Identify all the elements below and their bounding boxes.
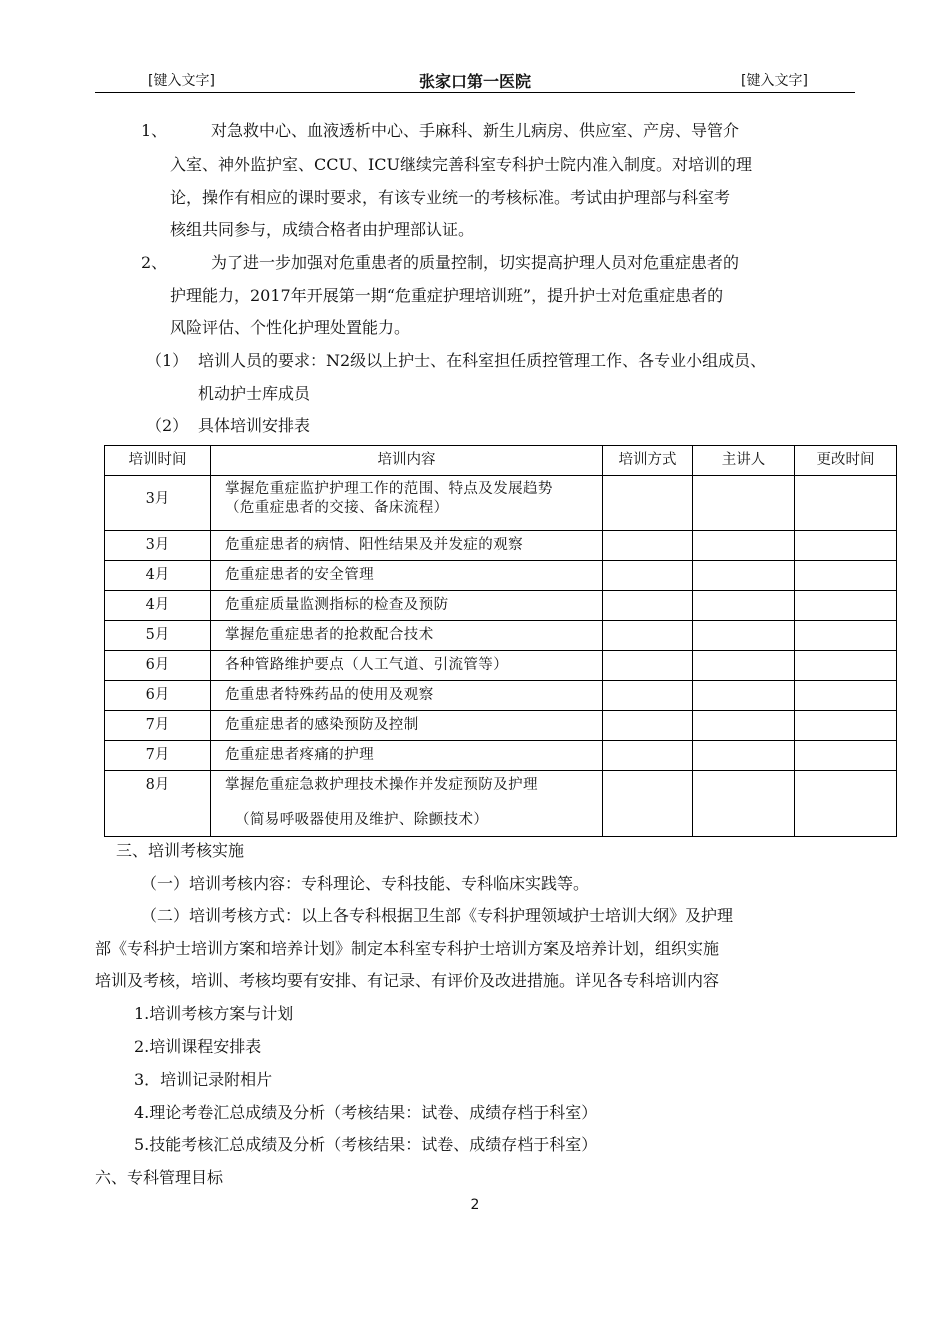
- item2-number: 2、: [141, 253, 168, 272]
- row-content-line-2: （简易呼吸器使用及维护、除颤技术）: [235, 812, 489, 828]
- row-change-time: [795, 741, 897, 771]
- header-divider: [95, 92, 855, 93]
- row-month: 5月: [105, 621, 211, 651]
- section3-p2-line-2: 部《专科护士培训方案和培养计划》制定本科室专科护士培训方案及培养计划，组织实施: [95, 939, 720, 958]
- section3-title: 三、培训考核实施: [116, 841, 245, 860]
- row-lecturer: [693, 621, 795, 651]
- table-row: [105, 531, 897, 561]
- header-hospital-title: 张家口第一医院: [418, 72, 531, 91]
- sub1-line-2: 机动护士库成员: [198, 384, 311, 403]
- row-method: [603, 711, 693, 741]
- row-lecturer: [693, 681, 795, 711]
- row-method: [603, 591, 693, 621]
- row-change-time: [795, 621, 897, 651]
- row-lecturer: [693, 771, 795, 837]
- row-lecturer: [693, 711, 795, 741]
- row-content: 危重症患者的病情、阳性结果及并发症的观察: [211, 531, 603, 561]
- row-lecturer: [693, 531, 795, 561]
- row-content: 各种管路维护要点（人工气道、引流管等）: [211, 651, 603, 681]
- row-month: 7月: [105, 741, 211, 771]
- row-month: 4月: [105, 561, 211, 591]
- sub2-text: 具体培训安排表: [198, 416, 311, 435]
- row-content-line-1: 掌握危重症监护护理工作的范围、特点及发展趋势: [225, 481, 553, 497]
- sub1-number: （1）: [146, 351, 189, 370]
- table-row: [105, 771, 897, 837]
- row-month: 7月: [105, 711, 211, 741]
- row-content: 危重症患者的感染预防及控制: [211, 711, 603, 741]
- row-lecturer: [693, 651, 795, 681]
- header-placeholder-left: [键入文字]: [148, 73, 215, 89]
- section3-p2-line-1: （二）培训考核方式：以上各专科根据卫生部《专科护理领域护士培训大纲》及护理: [141, 906, 734, 925]
- row-method: [603, 651, 693, 681]
- row-content: 危重症患者疼痛的护理: [211, 741, 603, 771]
- row-method: [603, 771, 693, 837]
- header-placeholder-right: [键入文字]: [741, 73, 808, 89]
- th-time: 培训时间: [105, 446, 211, 476]
- row-content: [211, 771, 603, 837]
- row-lecturer: [693, 591, 795, 621]
- row-lecturer: [693, 476, 795, 531]
- row-lecturer: [693, 561, 795, 591]
- row-method: [603, 741, 693, 771]
- row-month: 6月: [105, 681, 211, 711]
- section3-list-item-1: 1.培训考核方案与计划: [134, 1004, 294, 1023]
- row-change-time: [795, 591, 897, 621]
- item1-line-2: 入室、神外监护室、CCU、ICU继续完善科室专科护士院内准入制度。对培训的理: [170, 155, 753, 174]
- table-row: [105, 711, 897, 741]
- th-content: 培训内容: [211, 446, 603, 476]
- row-change-time: [795, 561, 897, 591]
- item1-line-1: 对急救中心、血液透析中心、手麻科、新生儿病房、供应室、产房、导管介: [211, 121, 740, 140]
- row-content: 危重患者特殊药品的使用及观察: [211, 681, 603, 711]
- item1-number: 1、: [141, 121, 168, 140]
- row-method: [603, 681, 693, 711]
- training-schedule-table: [104, 445, 897, 837]
- row-content: 危重症质量监测指标的检查及预防: [211, 591, 603, 621]
- table-row: [105, 476, 897, 531]
- table-row: [105, 621, 897, 651]
- th-lecturer: 主讲人: [693, 446, 795, 476]
- row-content: [211, 476, 603, 531]
- th-method: 培训方式: [603, 446, 693, 476]
- page-number: 2: [470, 1197, 480, 1213]
- row-content-line-2: （危重症患者的交接、备床流程）: [225, 500, 449, 516]
- row-method: [603, 561, 693, 591]
- sub2-number: （2）: [146, 416, 189, 435]
- section3-p1: （一）培训考核内容：专科理论、专科技能、专科临床实践等。: [141, 874, 590, 893]
- sub1-line-1: 培训人员的要求：N2级以上护士、在科室担任质控管理工作、各专业小组成员、: [198, 351, 767, 370]
- row-change-time: [795, 531, 897, 561]
- row-method: [603, 531, 693, 561]
- row-change-time: [795, 711, 897, 741]
- table-row: [105, 681, 897, 711]
- row-month: 6月: [105, 651, 211, 681]
- row-content: 掌握危重症患者的抢救配合技术: [211, 621, 603, 651]
- table-row: [105, 591, 897, 621]
- row-change-time: [795, 476, 897, 531]
- row-change-time: [795, 681, 897, 711]
- row-content: 危重症患者的安全管理: [211, 561, 603, 591]
- section3-list-item-5: 5.技能考核汇总成绩及分析（考核结果：试卷、成绩存档于科室）: [134, 1135, 598, 1154]
- table-row: [105, 561, 897, 591]
- row-month: 3月: [105, 531, 211, 561]
- item2-line-1: 为了进一步加强对危重患者的质量控制，切实提高护理人员对危重症患者的: [211, 253, 740, 272]
- table-header-row: [105, 446, 897, 476]
- row-method: [603, 621, 693, 651]
- section3-list-item-4: 4.理论考卷汇总成绩及分析（考核结果：试卷、成绩存档于科室）: [134, 1103, 598, 1122]
- item2-line-2: 护理能力，2017年开展第一期“危重症护理培训班”，提升护士对危重症患者的: [170, 286, 724, 305]
- section3-list-item-3: 3．培训记录附相片: [134, 1070, 273, 1089]
- row-month: 8月: [105, 771, 211, 837]
- th-change-time: 更改时间: [795, 446, 897, 476]
- section3-list-item-2: 2.培训课程安排表: [134, 1037, 262, 1056]
- item2-line-3: 风险评估、个性化护理处置能力。: [170, 318, 411, 337]
- row-change-time: [795, 771, 897, 837]
- table-row: [105, 651, 897, 681]
- row-month: 3月: [105, 476, 211, 531]
- row-lecturer: [693, 741, 795, 771]
- item1-line-4: 核组共同参与，成绩合格者由护理部认证。: [170, 220, 475, 239]
- section6-title: 六、专科管理目标: [95, 1168, 224, 1187]
- item1-line-3: 论，操作有相应的课时要求，有该专业统一的考核标准。考试由护理部与科室考: [170, 188, 731, 207]
- row-month: 4月: [105, 591, 211, 621]
- row-change-time: [795, 651, 897, 681]
- row-content-line-1: 掌握危重症急救护理技术操作并发症预防及护理: [225, 777, 538, 793]
- table-row: [105, 741, 897, 771]
- section3-p2-line-3: 培训及考核，培训、考核均要有安排、有记录、有评价及改进措施。详见各专科培训内容: [95, 971, 720, 990]
- row-method: [603, 476, 693, 531]
